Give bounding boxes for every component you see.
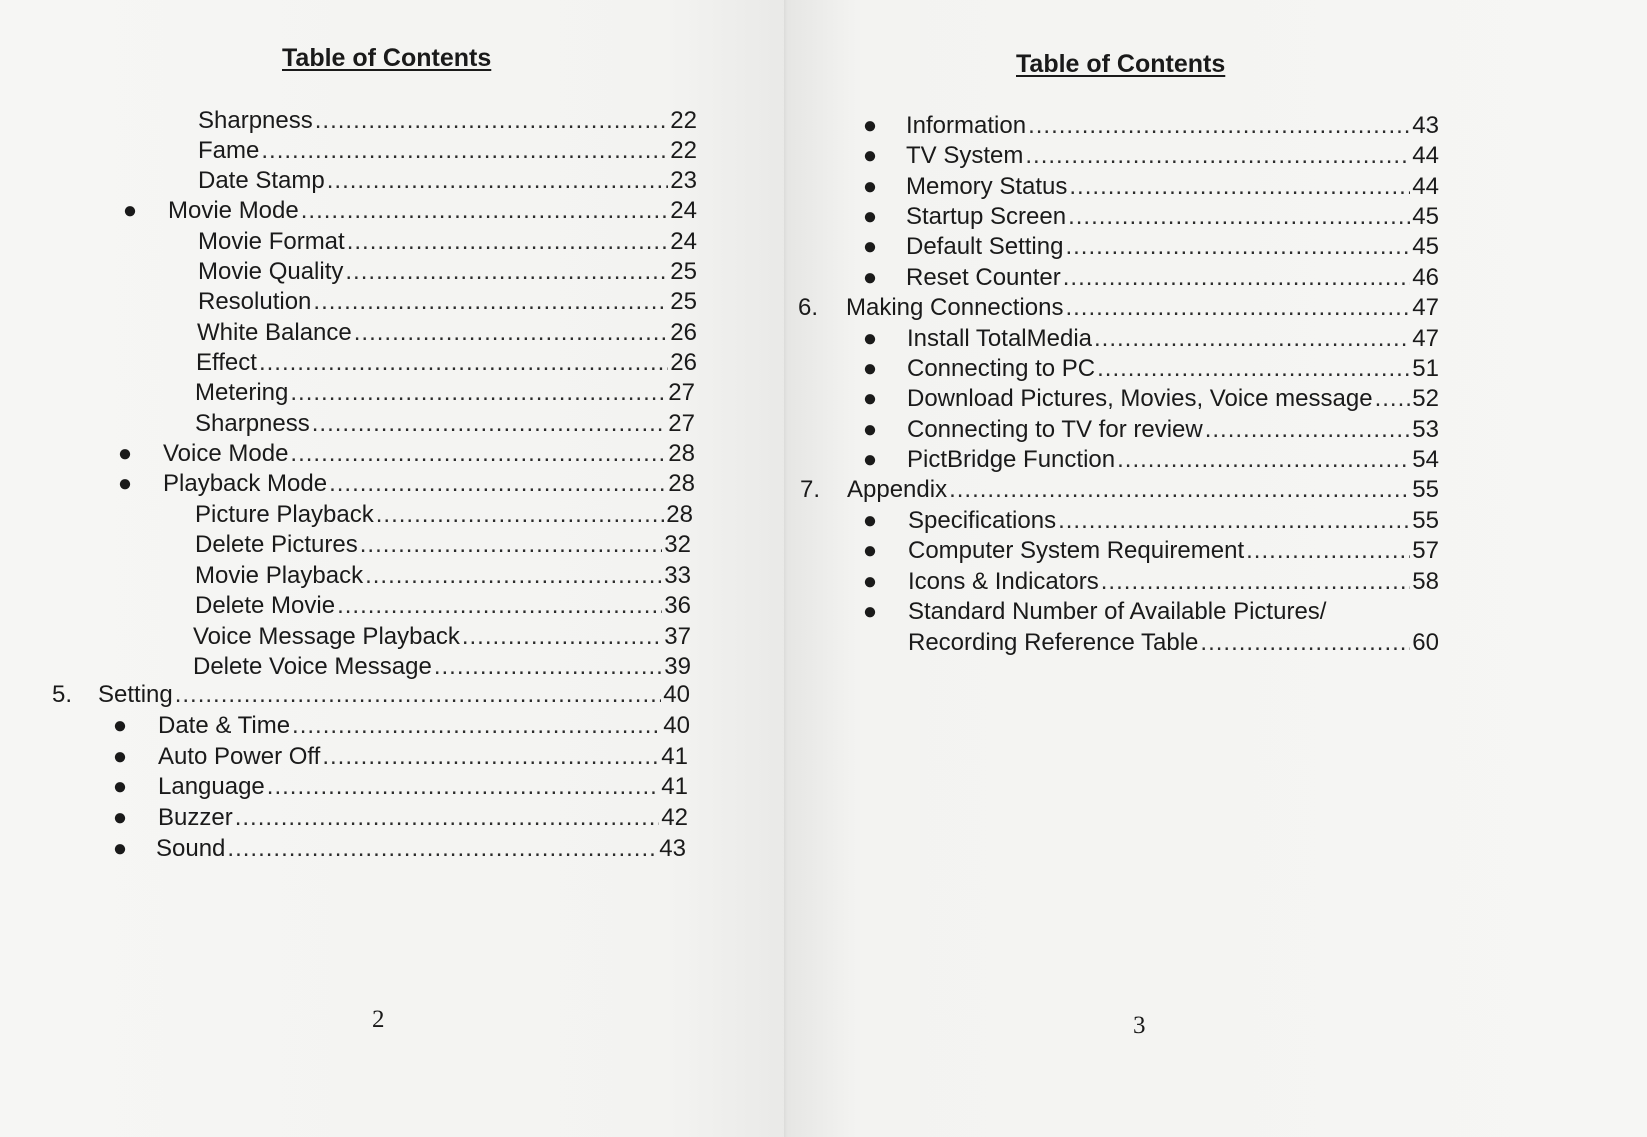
dot-leader: [1375, 384, 1411, 414]
right-page-title: Table of Contents: [1016, 50, 1226, 78]
toc-row: [198, 166, 697, 196]
dot-leader: [347, 227, 669, 257]
toc-entry-label: Setting: [98, 681, 173, 708]
toc-row: [907, 445, 1439, 475]
bullet-icon: ●: [862, 537, 878, 564]
toc-entry-date-time: [0, 711, 788, 741]
dot-leader: [1117, 445, 1410, 475]
toc-entry-label: Download Pictures, Movies, Voice message: [907, 385, 1373, 412]
toc-entry-label: Date & Time: [158, 712, 291, 739]
toc-entry-resolution: [0, 287, 788, 317]
bullet-icon: ●: [862, 203, 878, 230]
section-number: 5.: [52, 681, 73, 708]
dot-leader: [1069, 172, 1410, 202]
toc-row: [193, 622, 691, 652]
dot-leader: [1063, 263, 1411, 293]
toc-entry-label: Movie Quality: [198, 258, 344, 285]
toc-entry-install-totalmedia: [788, 324, 1647, 354]
toc-row: [908, 536, 1439, 566]
toc-entry-sound: [0, 834, 788, 864]
toc-entry-memory-status: [788, 172, 1647, 202]
toc-entry-metering: [0, 378, 788, 408]
toc-page-number: 57: [1412, 537, 1439, 564]
toc-entry-label: TV System: [906, 142, 1024, 169]
dot-leader: [462, 622, 662, 652]
dot-leader: [1101, 567, 1411, 597]
toc-row: [198, 136, 697, 166]
toc-row: [907, 415, 1439, 445]
toc-entry-movie-quality: [0, 257, 788, 287]
toc-entry-sharpness: [0, 409, 788, 439]
toc-entry-playback-mode: [0, 469, 788, 499]
section-number: 6.: [798, 294, 819, 321]
dot-leader: [376, 500, 665, 530]
toc-entry-auto-power-off: [0, 742, 788, 772]
left-page-number: 2: [372, 1006, 385, 1033]
bullet-icon: ●: [862, 598, 878, 625]
toc-row: [195, 591, 691, 621]
toc-row: [908, 628, 1439, 658]
toc-entry-label: Appendix: [847, 476, 948, 503]
toc-entry-making-connections: [788, 293, 1647, 323]
toc-page-number: 45: [1412, 203, 1439, 230]
toc-entry-label: Delete Voice Message: [193, 653, 432, 680]
dot-leader: [292, 711, 661, 741]
toc-entry-label: Specifications: [908, 507, 1057, 534]
bullet-icon: ●: [122, 197, 138, 224]
toc-entry-language: [0, 772, 788, 802]
toc-page-number: 55: [1412, 507, 1439, 534]
toc-row: [193, 652, 691, 682]
dot-leader: [290, 439, 666, 469]
toc-page-number: 54: [1412, 446, 1439, 473]
toc-entry-label: Buzzer: [158, 804, 233, 831]
toc-page-number: 60: [1412, 629, 1439, 656]
toc-row: [906, 111, 1439, 141]
toc-row: [163, 469, 695, 499]
toc-entry-connecting-to-pc: [788, 354, 1647, 384]
bullet-icon: ●: [112, 712, 128, 739]
toc-row: [906, 172, 1439, 202]
toc-entry-label: Movie Format: [198, 228, 345, 255]
toc-page-number: 58: [1412, 568, 1439, 595]
dot-leader: [949, 475, 1410, 505]
toc-row: [195, 378, 695, 408]
toc-entry-buzzer: [0, 803, 788, 833]
toc-entry-label: Delete Movie: [195, 592, 336, 619]
toc-row: [158, 742, 688, 772]
toc-entry-picture-playback: [0, 500, 788, 530]
dot-leader: [290, 378, 666, 408]
toc-entry-label: Sound: [156, 835, 226, 862]
bullet-icon: ●: [862, 325, 878, 352]
toc-entry-voice-message-playback: [0, 622, 788, 652]
toc-page-number: 55: [1412, 476, 1439, 503]
toc-row: [908, 506, 1439, 536]
toc-entry-movie-playback: [0, 561, 788, 591]
toc-entry-label: Connecting to PC: [907, 355, 1096, 382]
toc-entry-label: Making Connections: [846, 294, 1064, 321]
dot-leader: [312, 409, 667, 439]
dot-leader: [365, 561, 662, 591]
toc-row: [158, 711, 690, 741]
toc-row: [195, 409, 695, 439]
toc-row: [156, 834, 686, 864]
toc-row: [846, 293, 1439, 323]
toc-entry-effect: [0, 348, 788, 378]
toc-row: [906, 202, 1439, 232]
toc-page-number: 41: [661, 743, 688, 770]
toc-entry-label: Default Setting: [906, 233, 1064, 260]
dot-leader: [1094, 324, 1410, 354]
toc-page-number: 47: [1412, 294, 1439, 321]
toc-row: [907, 324, 1439, 354]
toc-row: [907, 384, 1439, 414]
toc-row: [198, 257, 697, 287]
toc-entry-label: Startup Screen: [906, 203, 1067, 230]
dot-leader: [1205, 415, 1411, 445]
toc-entry-label: Playback Mode: [163, 470, 328, 497]
toc-entry-movie-mode: [0, 196, 788, 226]
toc-entry-label: White Balance: [197, 319, 352, 346]
toc-page-number: 27: [668, 379, 695, 406]
toc-entry-label: Memory Status: [906, 173, 1068, 200]
toc-page-number: 24: [670, 197, 697, 224]
left-page-title: Table of Contents: [282, 44, 492, 72]
toc-entry-delete-pictures: [0, 530, 788, 560]
toc-row: [907, 354, 1439, 384]
bullet-icon: ●: [862, 355, 878, 382]
toc-entry-label: Language: [158, 773, 265, 800]
toc-entry-label: Sharpness: [195, 410, 310, 437]
toc-entry-movie-format: [0, 227, 788, 257]
toc-entry-reset-counter: [788, 263, 1647, 293]
bullet-icon: ●: [862, 233, 878, 260]
toc-row: [908, 567, 1439, 597]
dot-leader: [322, 742, 659, 772]
left-page: [0, 0, 788, 1137]
toc-page-number: 24: [670, 228, 697, 255]
toc-page-number: 23: [670, 167, 697, 194]
toc-row: [906, 232, 1439, 262]
dot-leader: [175, 680, 662, 710]
toc-page-number: 33: [664, 562, 691, 589]
toc-entry-icons-indicators: [788, 567, 1647, 597]
bullet-icon: ●: [112, 835, 128, 862]
toc-page-number: 47: [1412, 325, 1439, 352]
toc-page-number: 39: [664, 653, 691, 680]
toc-row: [158, 772, 688, 802]
dot-leader: [301, 196, 669, 226]
dot-leader: [434, 652, 662, 682]
toc-row: [197, 318, 697, 348]
toc-row: [847, 475, 1439, 505]
toc-entry-information: [788, 111, 1647, 141]
toc-page-number: 22: [670, 137, 697, 164]
toc-page-number: 25: [670, 288, 697, 315]
toc-row: [198, 106, 697, 136]
toc-entry-setting: [0, 680, 788, 710]
dot-leader: [313, 287, 668, 317]
section-number: 7.: [800, 476, 821, 503]
toc-row: [168, 196, 697, 226]
toc-entry-label: Reset Counter: [906, 264, 1061, 291]
dot-leader: [337, 591, 662, 621]
toc-entry-pictbridge-function: [788, 445, 1647, 475]
dot-leader: [345, 257, 668, 287]
toc-entry-label: Sharpness: [198, 107, 313, 134]
toc-entry-recording-reference-table: [788, 628, 1647, 658]
toc-entry-label: Icons & Indicators: [908, 568, 1099, 595]
bullet-icon: ●: [112, 773, 128, 800]
toc-row: [195, 530, 691, 560]
bullet-icon: ●: [862, 507, 878, 534]
toc-row: [195, 561, 691, 591]
toc-row: [198, 287, 697, 317]
toc-page-number: 28: [668, 470, 695, 497]
toc-page-number: 44: [1412, 173, 1439, 200]
toc-entry-label: Computer System Requirement: [908, 537, 1245, 564]
dot-leader: [360, 530, 663, 560]
toc-row: [195, 500, 693, 530]
toc-page-number: 40: [663, 712, 690, 739]
toc-page-number: 26: [670, 349, 697, 376]
toc-page-number: 28: [668, 440, 695, 467]
toc-entry-white-balance: [0, 318, 788, 348]
bullet-icon: ●: [862, 142, 878, 169]
bullet-icon: ●: [862, 112, 878, 139]
toc-page-number: 42: [661, 804, 688, 831]
toc-page-number: 45: [1412, 233, 1439, 260]
toc-entry-label: Connecting to TV for review: [907, 416, 1203, 443]
toc-entry-fame: [0, 136, 788, 166]
toc-entry-label: Recording Reference Table: [908, 629, 1199, 656]
toc-entry-label: Standard Number of Available Pictures/: [908, 598, 1327, 625]
toc-entry-startup-screen: [788, 202, 1647, 232]
toc-entry-label: Information: [906, 112, 1027, 139]
dot-leader: [1028, 111, 1410, 141]
toc-page-number: 51: [1412, 355, 1439, 382]
toc-page-number: 40: [663, 681, 690, 708]
toc-row: [158, 803, 688, 833]
toc-entry-date-stamp: [0, 166, 788, 196]
toc-row: [906, 263, 1439, 293]
dot-leader: [259, 348, 668, 378]
toc-entry-label: Voice Message Playback: [193, 623, 460, 650]
toc-page-number: 28: [666, 501, 693, 528]
bullet-icon: ●: [862, 385, 878, 412]
right-page: [788, 0, 1647, 1137]
dot-leader: [1246, 536, 1410, 566]
toc-page-number: 37: [664, 623, 691, 650]
toc-entry-label: Install TotalMedia: [907, 325, 1092, 352]
bullet-icon: ●: [862, 416, 878, 443]
toc-page-number: 27: [668, 410, 695, 437]
toc-entry-appendix: [788, 475, 1647, 505]
toc-entry-label: PictBridge Function: [907, 446, 1116, 473]
toc-entry-label: Date Stamp: [198, 167, 325, 194]
toc-entry-download-pictures-movies-voice-message: [788, 384, 1647, 414]
toc-entry-label: Metering: [195, 379, 289, 406]
toc-entry-delete-movie: [0, 591, 788, 621]
toc-page-number: 46: [1412, 264, 1439, 291]
bullet-icon: ●: [112, 804, 128, 831]
toc-page-number: 26: [670, 319, 697, 346]
dot-leader: [329, 469, 666, 499]
dot-leader: [227, 834, 657, 864]
toc-page-number: 43: [659, 835, 686, 862]
toc-page-number: 44: [1412, 142, 1439, 169]
dot-leader: [315, 106, 669, 136]
dot-leader: [354, 318, 669, 348]
toc-entry-label: Voice Mode: [163, 440, 289, 467]
toc-entry-label: Resolution: [198, 288, 312, 315]
toc-page-number: 41: [661, 773, 688, 800]
toc-row: [906, 141, 1439, 171]
toc-entry-label: Movie Playback: [195, 562, 364, 589]
bullet-icon: ●: [862, 264, 878, 291]
toc-page-number: 25: [670, 258, 697, 285]
bullet-icon: ●: [862, 446, 878, 473]
toc-entry-connecting-to-tv-for-review: [788, 415, 1647, 445]
toc-page-number: 53: [1412, 416, 1439, 443]
bullet-icon: ●: [862, 568, 878, 595]
toc-row: [163, 439, 695, 469]
toc-entry-voice-mode: [0, 439, 788, 469]
dot-leader: [1065, 293, 1410, 323]
toc-row: [198, 227, 697, 257]
toc-entry-label: Effect: [196, 349, 257, 376]
toc-entry-standard-number-of-available-pictures: [788, 597, 1647, 627]
toc-entry-computer-system-requirement: [788, 536, 1647, 566]
dot-leader: [1025, 141, 1410, 171]
dot-leader: [267, 772, 660, 802]
toc-row: [98, 680, 690, 710]
dot-leader: [1065, 232, 1410, 262]
toc-page-number: 32: [664, 531, 691, 558]
toc-page-number: 36: [664, 592, 691, 619]
dot-leader: [327, 166, 669, 196]
dot-leader: [1200, 628, 1410, 658]
toc-entry-default-setting: [788, 232, 1647, 262]
bullet-icon: ●: [862, 173, 878, 200]
toc-page-number: 22: [670, 107, 697, 134]
toc-entry-tv-system: [788, 141, 1647, 171]
dot-leader: [1068, 202, 1410, 232]
bullet-icon: ●: [117, 440, 133, 467]
toc-entry-label: Auto Power Off: [158, 743, 321, 770]
dot-leader: [235, 803, 660, 833]
toc-entry-label: Movie Mode: [168, 197, 299, 224]
dot-leader: [1058, 506, 1410, 536]
dot-leader: [261, 136, 668, 166]
bullet-icon: ●: [117, 470, 133, 497]
toc-entry-label: Fame: [198, 137, 260, 164]
toc-entry-specifications: [788, 506, 1647, 536]
toc-entry-label: Picture Playback: [195, 501, 374, 528]
toc-row: [196, 348, 697, 378]
toc-page-number: 43: [1412, 112, 1439, 139]
dot-leader: [1097, 354, 1410, 384]
toc-entry-label: Delete Pictures: [195, 531, 358, 558]
right-page-number: 3: [1133, 1012, 1146, 1039]
toc-entry-sharpness: [0, 106, 788, 136]
toc-page-number: 52: [1412, 385, 1439, 412]
toc-entry-delete-voice-message: [0, 652, 788, 682]
bullet-icon: ●: [112, 743, 128, 770]
